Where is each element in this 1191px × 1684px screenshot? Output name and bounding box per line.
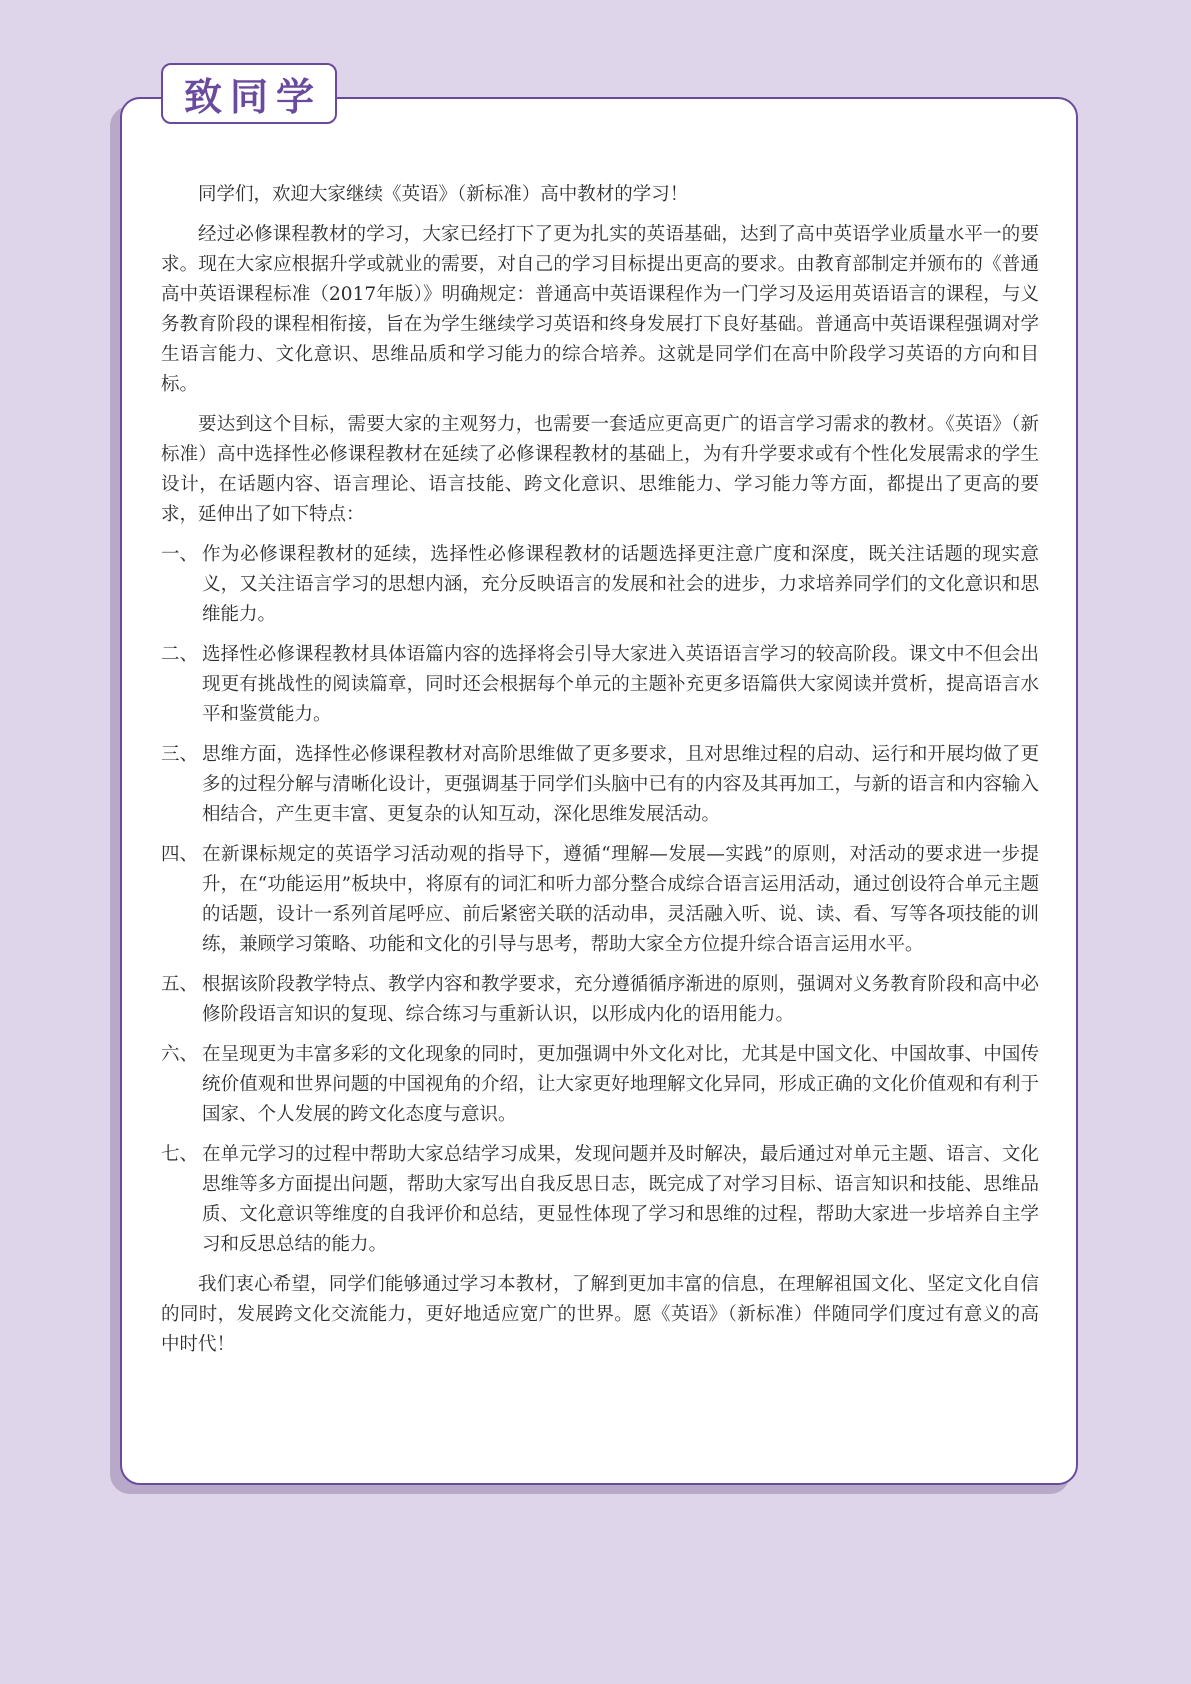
feature-marker: 二、 bbox=[161, 644, 199, 665]
title-tab bbox=[161, 63, 337, 124]
feature-item-3 bbox=[161, 740, 1039, 830]
feature-text: 在呈现更为丰富多彩的文化现象的同时，更加强调中外文化对比，尤其是中国文化、中国故事、中国传统价值观和世界问题的中国视角的介绍，让大家更好地理解文化异同，形成正确的文化价值观和有利于国家、个人发展的跨文化态度与意识。 bbox=[202, 1044, 1039, 1125]
closing-paragraph: 我们衷心希望，同学们能够通过学习本教材，了解到更加丰富的信息，在理解祖国文化、坚定文化自信的同时，发展跨文化交流能力，更好地适应宽广的世界。愿《英语》（新标准）伴随同学们度过有意义的高中时代！ bbox=[161, 1274, 1039, 1355]
feature-item-1 bbox=[161, 540, 1039, 630]
feature-item-4 bbox=[161, 840, 1039, 960]
greeting-paragraph: 同学们，欢迎大家继续《英语》（新标准）高中教材的学习！ bbox=[198, 184, 689, 205]
feature-item-6 bbox=[161, 1040, 1039, 1130]
feature-item-7 bbox=[161, 1140, 1039, 1260]
intro-paragraph-2: 要达到这个目标，需要大家的主观努力，也需要一套适应更高更广的语言学习需求的教材。《英语》（新标准）高中选择性必修课程教材在延续了必修课程教材的基础上，为有升学要求或有个性化发展需求的学生设计，在话题内容、语言理论、语言技能、跨文化意识、思维能力、学习能力等方面，都提出了更高的要求，延伸出了如下特点： bbox=[161, 414, 1039, 525]
feature-text: 根据该阶段教学特点、教学内容和教学要求，充分遵循循序渐进的原则，强调对义务教育阶段和高中必修阶段语言知识的复现、综合练习与重新认识，以形成内化的语用能力。 bbox=[202, 974, 1039, 1025]
feature-text: 在新课标规定的英语学习活动观的指导下，遵循“理解—发展—实践”的原则，对活动的要求进一步提升，在“功能运用”板块中，将原有的词汇和听力部分整合成综合语言运用活动，通过创设符合单元主题的话题，设计一系列首尾呼应、前后紧密关联的活动串，灵活融入听、说、读、看、写等各项技能的训练，兼顾学习策略、功能和文化的引导与思考，帮助大家全方位提升综合语言运用水平。 bbox=[202, 844, 1039, 955]
feature-text: 在单元学习的过程中帮助大家总结学习成果，发现问题并及时解决，最后通过对单元主题、语言、文化思维等多方面提出问题，帮助大家写出自我反思日志，既完成了对学习目标、语言知识和技能、思维品质、文化意识等维度的自我评价和总结，更显性体现了学习和思维的过程，帮助大家进一步培养自主学习和反思总结的能力。 bbox=[202, 1144, 1039, 1255]
page-title: 致同学 bbox=[183, 75, 322, 119]
feature-marker: 一、 bbox=[161, 544, 199, 565]
feature-marker: 六、 bbox=[161, 1044, 199, 1065]
feature-item-5 bbox=[161, 970, 1039, 1030]
feature-marker: 七、 bbox=[161, 1144, 199, 1165]
feature-text: 选择性必修课程教材具体语篇内容的选择将会引导大家进入英语语言学习的较高阶段。课文中不但会出现更有挑战性的阅读篇章，同时还会根据每个单元的主题补充更多语篇供大家阅读并赏析，提高语言水平和鉴赏能力。 bbox=[202, 644, 1039, 725]
intro-paragraph-1: 经过必修课程教材的学习，大家已经打下了更为扎实的英语基础，达到了高中英语学业质量水平一的要求。现在大家应根据升学或就业的需要，对自己的学习目标提出更高的要求。由教育部制定并颁布的《普通高中英语课程标准（2017年版）》明确规定：普通高中英语课程作为一门学习及运用英语语言的课程，与义务教育阶段的课程相衔接，旨在为学生继续学习英语和终身发展打下良好基础。普通高中英语课程强调对学生语言能力、文化意识、思维品质和学习能力的综合培养。这就是同学们在高中阶段学习英语的方向和目标。 bbox=[161, 224, 1039, 395]
letter-content bbox=[161, 180, 1039, 1370]
feature-marker: 三、 bbox=[161, 744, 199, 765]
feature-marker: 五、 bbox=[161, 974, 199, 995]
feature-item-2 bbox=[161, 640, 1039, 730]
feature-marker: 四、 bbox=[161, 844, 199, 865]
feature-text: 作为必修课程教材的延续，选择性必修课程教材的话题选择更注意广度和深度，既关注话题的现实意义，又关注语言学习的思想内涵，充分反映语言的发展和社会的进步，力求培养同学们的文化意识和思维能力。 bbox=[202, 544, 1039, 625]
feature-text: 思维方面，选择性必修课程教材对高阶思维做了更多要求，且对思维过程的启动、运行和开展均做了更多的过程分解与清晰化设计，更强调基于同学们头脑中已有的内容及其再加工，与新的语言和内容输入相结合，产生更丰富、更复杂的认知互动，深化思维发展活动。 bbox=[202, 744, 1039, 825]
